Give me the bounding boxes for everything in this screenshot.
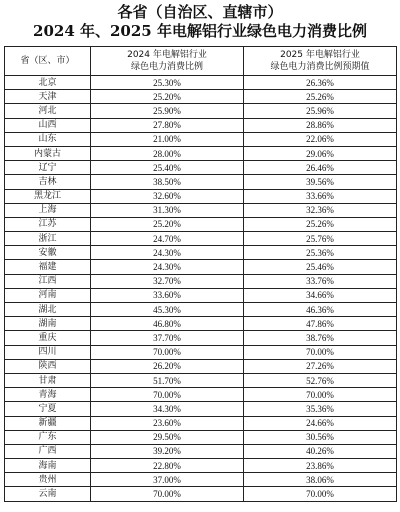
value-2024-cell: 31.30% (91, 203, 244, 217)
table-row (5, 146, 397, 160)
table-row (5, 232, 397, 246)
province-cell: 吉林 (5, 175, 91, 189)
table-row (5, 217, 397, 231)
value-2025-cell: 25.26% (244, 217, 397, 231)
table-row (5, 203, 397, 217)
value-2025-cell: 33.66% (244, 189, 397, 203)
province-cell: 湖南 (5, 317, 91, 331)
value-2025-cell: 27.26% (244, 359, 397, 373)
province-cell: 广西 (5, 444, 91, 458)
value-2024-cell: 46.80% (91, 317, 244, 331)
value-2025-cell: 24.66% (244, 416, 397, 430)
value-2024-cell: 21.00% (91, 132, 244, 146)
header-2025-line-1: 2025 年电解铝行业 (280, 50, 360, 60)
header-2024-line-1: 2024 年电解铝行业 (127, 50, 207, 60)
value-2024-cell: 38.50% (91, 175, 244, 189)
table-row (5, 388, 397, 402)
province-cell: 青海 (5, 388, 91, 402)
province-cell: 宁夏 (5, 402, 91, 416)
value-2025-cell: 30.56% (244, 430, 397, 444)
table-row (5, 189, 397, 203)
value-2025-cell: 34.66% (244, 288, 397, 302)
province-cell: 陕西 (5, 359, 91, 373)
value-2024-cell: 25.40% (91, 161, 244, 175)
table-row (5, 317, 397, 331)
table-row (5, 331, 397, 345)
province-cell: 河南 (5, 288, 91, 302)
table-row (5, 161, 397, 175)
header-province: 省（区、市） (5, 47, 91, 76)
title-line-2: 2024 年、2025 年电解铝行业绿色电力消费比例 (33, 22, 367, 40)
table-row (5, 345, 397, 359)
value-2025-cell: 33.76% (244, 274, 397, 288)
value-2024-cell: 24.70% (91, 232, 244, 246)
value-2025-cell: 23.86% (244, 459, 397, 473)
title-line-1: 各省（自治区、直辖市） (117, 3, 283, 21)
table-row (5, 246, 397, 260)
province-cell: 贵州 (5, 473, 91, 487)
province-cell: 浙江 (5, 232, 91, 246)
value-2025-cell: 40.26% (244, 444, 397, 458)
value-2024-cell: 22.80% (91, 459, 244, 473)
value-2024-cell: 32.60% (91, 189, 244, 203)
value-2025-cell: 70.00% (244, 388, 397, 402)
province-cell: 广东 (5, 430, 91, 444)
value-2024-cell: 32.70% (91, 274, 244, 288)
value-2024-cell: 27.80% (91, 118, 244, 132)
header-2025 (244, 47, 397, 76)
province-cell: 山西 (5, 118, 91, 132)
value-2025-cell: 25.26% (244, 90, 397, 104)
value-2025-cell: 25.76% (244, 232, 397, 246)
value-2025-cell: 28.86% (244, 118, 397, 132)
province-cell: 江苏 (5, 217, 91, 231)
province-cell: 内蒙古 (5, 146, 91, 160)
table-row (5, 274, 397, 288)
table-row (5, 90, 397, 104)
value-2025-cell: 26.36% (244, 76, 397, 90)
table-row (5, 303, 397, 317)
table-row (5, 76, 397, 90)
province-cell: 福建 (5, 260, 91, 274)
header-2025-line-2: 绿色电力消费比例预期值 (270, 62, 370, 72)
table-row (5, 104, 397, 118)
value-2024-cell: 25.20% (91, 217, 244, 231)
value-2024-cell: 51.70% (91, 373, 244, 387)
table-body (5, 76, 397, 502)
value-2024-cell: 70.00% (91, 345, 244, 359)
header-2024-line-2: 绿色电力消费比例 (130, 62, 203, 72)
value-2025-cell: 35.36% (244, 402, 397, 416)
value-2025-cell: 38.76% (244, 331, 397, 345)
province-cell: 河北 (5, 104, 91, 118)
table-row (5, 487, 397, 501)
value-2024-cell: 37.70% (91, 331, 244, 345)
value-2024-cell: 26.20% (91, 359, 244, 373)
table-row (5, 430, 397, 444)
table-row (5, 175, 397, 189)
value-2024-cell: 28.00% (91, 146, 244, 160)
table-header-row (5, 47, 397, 76)
value-2024-cell: 25.30% (91, 76, 244, 90)
value-2025-cell: 25.46% (244, 260, 397, 274)
value-2024-cell: 24.30% (91, 246, 244, 260)
value-2025-cell: 26.46% (244, 161, 397, 175)
table-row (5, 459, 397, 473)
province-cell: 甘肃 (5, 373, 91, 387)
province-cell: 新疆 (5, 416, 91, 430)
value-2024-cell: 37.00% (91, 473, 244, 487)
table-row (5, 373, 397, 387)
value-2025-cell: 32.36% (244, 203, 397, 217)
value-2025-cell: 47.86% (244, 317, 397, 331)
province-cell: 海南 (5, 459, 91, 473)
province-cell: 重庆 (5, 331, 91, 345)
value-2025-cell: 38.06% (244, 473, 397, 487)
table-row (5, 359, 397, 373)
value-2025-cell: 70.00% (244, 345, 397, 359)
value-2024-cell: 25.20% (91, 90, 244, 104)
table-row (5, 260, 397, 274)
province-cell: 四川 (5, 345, 91, 359)
table-row (5, 118, 397, 132)
value-2025-cell: 39.56% (244, 175, 397, 189)
value-2024-cell: 70.00% (91, 487, 244, 501)
province-cell: 山东 (5, 132, 91, 146)
value-2024-cell: 23.60% (91, 416, 244, 430)
table-row (5, 288, 397, 302)
province-cell: 江西 (5, 274, 91, 288)
value-2025-cell: 22.06% (244, 132, 397, 146)
province-cell: 湖北 (5, 303, 91, 317)
province-cell: 安徽 (5, 246, 91, 260)
table-row (5, 402, 397, 416)
value-2025-cell: 52.76% (244, 373, 397, 387)
value-2024-cell: 45.30% (91, 303, 244, 317)
table-row (5, 473, 397, 487)
header-2024 (91, 47, 244, 76)
province-cell: 天津 (5, 90, 91, 104)
table-row (5, 416, 397, 430)
value-2024-cell: 39.20% (91, 444, 244, 458)
province-cell: 辽宁 (5, 161, 91, 175)
value-2024-cell: 70.00% (91, 388, 244, 402)
province-cell: 黑龙江 (5, 189, 91, 203)
value-2025-cell: 70.00% (244, 487, 397, 501)
value-2025-cell: 25.36% (244, 246, 397, 260)
value-2024-cell: 29.50% (91, 430, 244, 444)
table-row (5, 444, 397, 458)
province-cell: 上海 (5, 203, 91, 217)
value-2025-cell: 46.36% (244, 303, 397, 317)
value-2024-cell: 33.60% (91, 288, 244, 302)
province-cell: 北京 (5, 76, 91, 90)
value-2024-cell: 34.30% (91, 402, 244, 416)
green-power-table (4, 46, 397, 502)
value-2024-cell: 25.90% (91, 104, 244, 118)
value-2025-cell: 29.06% (244, 146, 397, 160)
table-row (5, 132, 397, 146)
value-2025-cell: 25.96% (244, 104, 397, 118)
province-cell: 云南 (5, 487, 91, 501)
value-2024-cell: 24.30% (91, 260, 244, 274)
